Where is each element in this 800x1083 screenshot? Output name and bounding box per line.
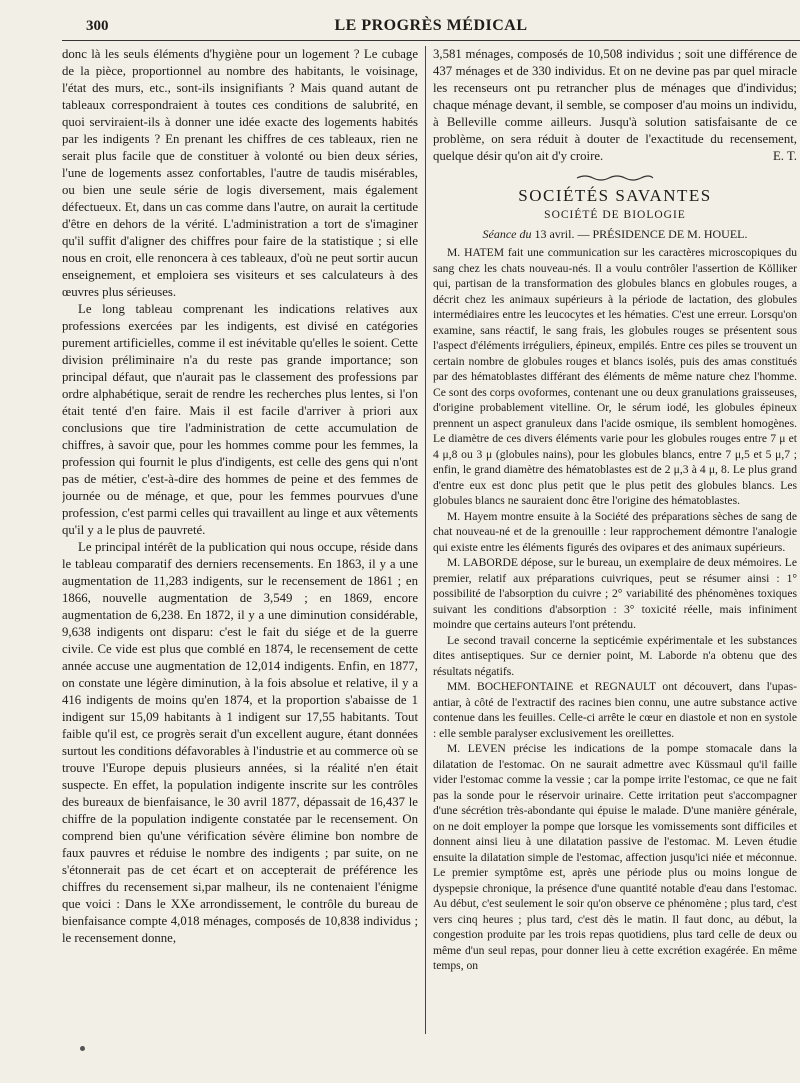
header-rule bbox=[62, 40, 800, 41]
flourish-icon bbox=[575, 173, 655, 183]
seance-date: 13 avril. bbox=[534, 227, 575, 241]
left-paragraph-2: Le long tableau comprenant les indications relatives aux professions exercées par les indigents, est divisé en catégories purement artificielles, comme il est inévitable qu'elles le soient. Cette division préliminaire n'a du reste pas grande importance; son principal défaut, que n'aurait pas le classement des professions par ordre alphabétique, serait de rendre les recherches plus lentes, si l'on était tenté d'en faire. Mais il est facile d'arriver à priori aux conclusions que tire l'administration de cette accumulation de chiffres, à savoir que, pour les hommes comme pour les femmes, la profession qui fournit le plus d'indigents, est celle des gens qui n'ont pas de métier, c'est-à-dire des hommes de peine et des femmes de journée ou de ménage, et que, pour les femmes pourvues d'une profession, c'est parmi celles qui travaillent au linge et aux vêtements qu'il y a le plus de pauvreté. bbox=[62, 302, 418, 537]
report-paragraph-bochefontaine: MM. BOCHEFONTAINE et REGNAULT ont découvert, dans l'upas-antiar, à côté de l'extractif des racines bien connu, une autre substance active contenue dans les feuilles. Celle-ci arrête le cœur en diastole et non en systole : elle semble paralyser exclusivement les oreillettes. bbox=[433, 680, 797, 740]
journal-title: LE PROGRÈS MÉDICAL bbox=[334, 17, 528, 34]
seance-presidence: — PRÉSIDENCE DE M. HOUEL. bbox=[577, 227, 748, 241]
left-paragraph-1: donc là les seuls éléments d'hygiène pour un logement ? Le cubage de la pièce, proportionnel au nombre des habitants, le voisinage, l'état des murs, etc., sont-ils insignifiants ? Mais quand autant de tableaux correspondraient à toutes ces conditions de salubrité, en quoi serviraient-ils à donner une idée exacte des logements habités par les indigents ? En prenant les chiffres de ces tableaux, rien ne serait plus facile que de constituer à volonté ou bien deux séries, l'une de logements assez confortables, l'autre de taudis misérables, ou bien une seule série de logis diversement, mais également défectueux. Et, dans un cas comme dans l'autre, on aurait la certitude d'être en dehors de la vérité. L'administration a tort de s'imaginer qu'il suffit d'aligner des chiffres pour faire de la statistique ; si elle nous en croit, elle renoncera à ces tableaux, d'où ne peut sortir aucun enseignement, et emploiera ses visiteurs et ses calculateurs à des œuvres plus sérieuses. bbox=[62, 47, 418, 299]
page-header bbox=[62, 14, 800, 38]
report-paragraph-laborde: M. LABORDE dépose, sur le bureau, un exemplaire de deux mémoires. Le premier, relatif aux préparations cuivriques, peut se résumer ainsi : 1° possibilité de l'absorption du cuivre ; 2° variabilité des phénomènes toxiques suivant les conditions d'absorption : 3° toxicité réelle, mais infiniment moindre que certains auteurs l'ont prétendu. bbox=[433, 556, 797, 631]
section-title: SOCIÉTÉS SAVANTES bbox=[518, 186, 712, 205]
column-divider bbox=[425, 46, 426, 1034]
seance-line bbox=[433, 226, 797, 243]
report-paragraph-septicemie: Le second travail concerne la septicémie expérimentale et les substances dites antiseptiques. Sur ce dernier point, M. Laborde n'a obtenu que des résultats négatifs. bbox=[433, 633, 797, 678]
report-paragraph-hayem: M. Hayem montre ensuite à la Société des préparations sèches de sang de chat nouveau-né et de la grenouille : leur rapprochement démontre l'analogie qui existe entre les éléments figurés des ovipares et des animaux supérieurs. bbox=[433, 509, 797, 554]
right-continuation bbox=[433, 46, 797, 165]
flourish-ornament bbox=[433, 171, 797, 181]
article-signature: E. T. bbox=[772, 149, 797, 163]
section-subtitle: SOCIÉTÉ DE BIOLOGIE bbox=[544, 209, 686, 221]
continuation-text: 3,581 ménages, composés de 10,508 individus ; soit une différence de 437 ménages et de 330 individus. Et on ne devine pas par quel miracle les recenseurs ont pu retrancher plus de ménages que d'individus; chaque ménage devant, il semble, se composer d'au moins un individu, à Belleville comme ailleurs. Jusqu'à solution satisfaisante de ce problème, on sera réduit à douter de l'exactitude du recensement, quelque désir qu'on ait d'y croire. bbox=[433, 47, 797, 163]
report-paragraph-leven: M. LEVEN précise les indications de la pompe stomacale dans la dilatation de l'estomac. On ne saurait admettre avec Küssmaul qu'il faille vider l'estomac comme la vessie ; car la pompe irrite l'estomac, ce que ne fait pas la sonde pour le réservoir urinaire. Cette irritation peut s'accompagner d'une sécrétion très-abondante qui épuise le malade. D'une manière générale, on ne doit employer la pompe que lorsque les vomissements sont difficiles et donnent ainsi lieu à une dilatation passive de l'estomac. M. Leven étudie ensuite la dilatation simple de l'estomac, affection jusqu'ici niée et méconnue. Le premier symptôme est, après une période plus ou moins longue de dyspepsie chronique, la présence d'une quantité notable d'eau dans l'estomac. Au début, c'est seulement le soir qu'on observe ce phénomène ; plus tard, c'est vers cinq heures ; plus tard, c'est dès le matin. Il faut donc, au début, la congestion produite par les trois repas quotidiens, plus tard celle de deux ou même d'un seul repas, pour donner lieu à cette excrétion exagérée. En même temps, on bbox=[433, 742, 797, 972]
report-paragraph-hatem: M. HATEM fait une communication sur les caractères microscopiques du sang chez les chats nouveau-nés. Il a voulu contrôler l'assertion de Kölliker qui, partisan de la transformation des globules blancs en globules rouges, a décrit chez les animaux supérieurs à la période de lactation, des globules intermédiaires entre les leucocytes et les hématies. C'est une erreur. Lorsqu'on examine, sans réactif, le sang frais, les globules rouges se présentent sous l'aspect d'éléments irréguliers, épineux, empilés. Entre ces piles se trouvent un certain nombre de globules rouges et blancs isolés, puis des amas constitués par des hématoblastes différant des éléments de même nature chez l'homme. Ce sont des corps ovoformes, contenant une ou deux granulations graisseuses, d'origine probablement vitelline. Or, le sérum iodé, les globules épineux prennent un aspect granuleux dans l'acide osmique, ils semblent homogènes. Le diamètre de ces divers éléments varie pour les globules rouges entre 7 μ et 4 μ,8 ou 3 μ (globules nains), pour les globules blancs, entre 7 μ,5 et 5 μ,7 ; enfin, le grand diamètre des hématoblastes est de 2 μ,3 à 4 μ, 8. Le plus grand d'entre eux est donc plus petit que le plus petit des globules blancs. Les globules blancs ne sauraient donc être l'origine des hématoblastes. bbox=[433, 246, 797, 507]
right-column bbox=[433, 46, 797, 974]
left-paragraph-3: Le principal intérêt de la publication qui nous occupe, réside dans le tableau comparatif des derniers recensements. En 1863, il y a une augmentation de 11,283 indigents, sur le recensement de 1861 ; en 1866, nouvelle augmentation de 3,549 ; en 1869, encore augmentation de 6,238. En 1872, il y a une diminution considérable, 9,638 indigents ont disparu: c'est le fait du siége et de la guerre civile. Ce vide est plus que comblé en 1874, le recensement de cette année accuse une augmentation de 12,014 indigents. Enfin, en 1877, on constate une légère diminution, à la fois absolue et relative, il y a 416 indigents de moins qu'en 1874, et la proportion s'abaisse de 1 indigent sur 15,09 habitants à 1 indigent sur 17,55 habitants. Tout faible qu'il est, ce progrès serait d'un excellent augure, étant données surtout les conditions défavorables à l'industrie et au commerce où se trouve l'Europe depuis plusieurs années, si la réalité n'en était suspecte. En effet, la population indigente inscrite sur les contrôles des bureaux de bienfaisance, le 30 avril 1877, dépassait de 16,437 le chiffre de la population indigente constatée par le recensement. On comprend bien qu'une vérification sévère élimine bon nombre de faux pauvres et réduise le nombre des indigents ; par suite, on ne s'étonnerait pas de cet écart et on accepterait de préférence les chiffres du recensement si,par malheur, ils ne contenaient l'énigme que voici : Dans le XXe arrondissement, le contrôle du bureau de bienfaisance compte 4,018 ménages, composés de 10,838 individus ; le recensement donne, bbox=[62, 540, 418, 945]
seance-prefix: Séance du bbox=[482, 227, 532, 241]
left-column bbox=[62, 46, 418, 947]
biology-report bbox=[433, 245, 797, 974]
print-mark bbox=[80, 1046, 85, 1051]
page-number: 300 bbox=[86, 18, 109, 34]
